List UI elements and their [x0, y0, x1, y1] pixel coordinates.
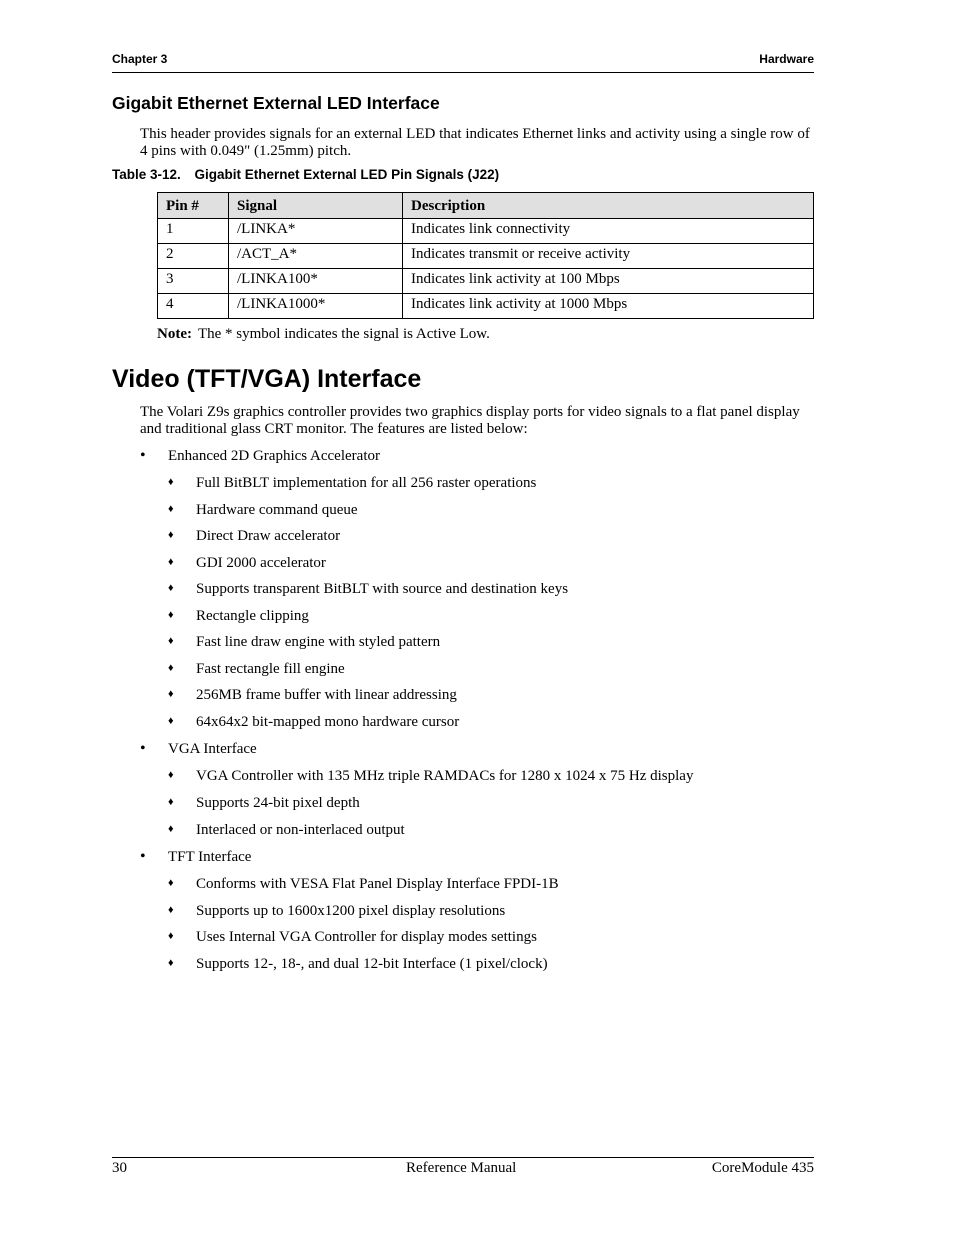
feature-group-label: VGA Interface: [168, 741, 257, 757]
bullet-icon: •: [140, 447, 146, 464]
table-header-row: [158, 193, 814, 219]
diamond-bullet-icon: ♦: [168, 609, 174, 621]
description-cell: Indicates transmit or receive activity: [403, 244, 814, 269]
diamond-bullet-icon: ♦: [168, 688, 174, 700]
section-paragraph: The Volari Z9s graphics controller provides two graphics display ports for video signals to a flat panel display and traditional glass CRT monitor. The features are listed below:: [140, 404, 800, 437]
diamond-bullet-icon: ♦: [168, 582, 174, 594]
table-title: Gigabit Ethernet External LED Pin Signals (J22): [194, 167, 500, 182]
table-number: Table 3-12.: [112, 167, 181, 182]
description-cell: Indicates link activity at 1000 Mbps: [403, 294, 814, 319]
footer-manual-title: Reference Manual: [406, 1160, 517, 1176]
diamond-bullet-icon: ♦: [168, 877, 174, 889]
diamond-bullet-icon: ♦: [168, 823, 174, 835]
signal-cell: /LINKA*: [229, 219, 403, 244]
table-row: [158, 269, 814, 294]
signal-cell: /LINKA100*: [229, 269, 403, 294]
section-heading-video: Video (TFT/VGA) Interface: [112, 365, 422, 393]
pin-cell: 4: [158, 294, 229, 319]
description-cell: Indicates link activity at 100 Mbps: [403, 269, 814, 294]
pin-signal-table: [157, 192, 814, 319]
pin-cell: 3: [158, 269, 229, 294]
column-header-description: Description: [403, 193, 814, 219]
page-footer: [112, 1157, 814, 1176]
diamond-bullet-icon: ♦: [168, 635, 174, 647]
diamond-bullet-icon: ♦: [168, 796, 174, 808]
diamond-bullet-icon: ♦: [168, 662, 174, 674]
page-header: [112, 52, 814, 73]
diamond-bullet-icon: ♦: [168, 957, 174, 969]
bullet-icon: •: [140, 848, 146, 865]
table-row: [158, 294, 814, 319]
signal-cell: /LINKA1000*: [229, 294, 403, 319]
diamond-bullet-icon: ♦: [168, 769, 174, 781]
table-row: [158, 244, 814, 269]
pin-cell: 1: [158, 219, 229, 244]
page-number: 30: [112, 1160, 127, 1176]
note-label: Note:: [157, 326, 192, 342]
column-header-signal: Signal: [229, 193, 403, 219]
feature-group-label: Enhanced 2D Graphics Accelerator: [168, 448, 380, 464]
table-row: [158, 219, 814, 244]
header-chapter: Chapter 3: [112, 52, 168, 66]
diamond-bullet-icon: ♦: [168, 503, 174, 515]
section-heading-gigabit-led: Gigabit Ethernet External LED Interface: [112, 93, 440, 113]
diamond-bullet-icon: ♦: [168, 556, 174, 568]
diamond-bullet-icon: ♦: [168, 930, 174, 942]
column-header-pin: Pin #: [158, 193, 229, 219]
section-paragraph: This header provides signals for an external LED that indicates Ethernet links and activity using a single row of 4 pins with 0.049" (1.25mm) pitch.: [140, 126, 810, 159]
pin-cell: 2: [158, 244, 229, 269]
bullet-icon: •: [140, 740, 146, 757]
footer-product-name: CoreModule 435: [711, 1160, 814, 1176]
diamond-bullet-icon: ♦: [168, 476, 174, 488]
diamond-bullet-icon: ♦: [168, 529, 174, 541]
signal-cell: /ACT_A*: [229, 244, 403, 269]
note-text: The * symbol indicates the signal is Active Low.: [197, 326, 490, 342]
description-cell: Indicates link connectivity: [403, 219, 814, 244]
table-note: [157, 326, 490, 343]
diamond-bullet-icon: ♦: [168, 904, 174, 916]
diamond-bullet-icon: ♦: [168, 715, 174, 727]
header-section: Hardware: [759, 52, 814, 66]
feature-group-label: TFT Interface: [168, 849, 252, 865]
table-caption: [112, 167, 499, 182]
